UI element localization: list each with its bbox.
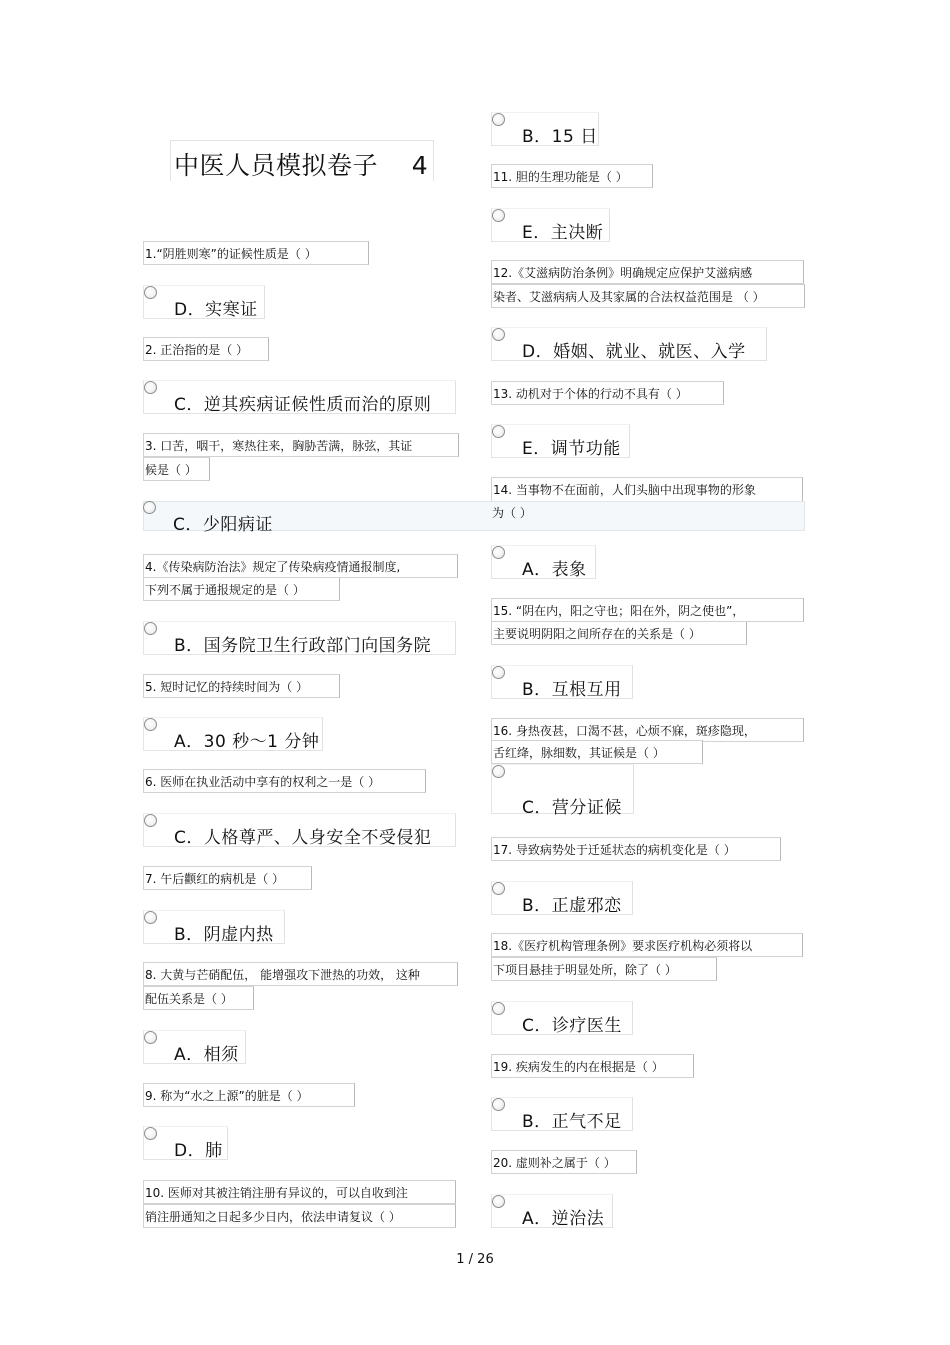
question-9: 9. 称为“水之上源”的脏是（ ）: [143, 1083, 355, 1107]
radio-button-icon[interactable]: [492, 1098, 505, 1111]
question-1: 1.“阴胜则寒”的证候性质是（ ）: [143, 241, 369, 265]
question-13: 13. 动机对于个体的行动不具有（ ）: [491, 381, 724, 405]
answer-label: C．人格尊严、人身安全不受侵犯: [174, 828, 432, 848]
radio-button-icon[interactable]: [143, 501, 156, 514]
answer-option-20[interactable]: [491, 1194, 613, 1228]
question-10-line-2: 销注册通知之日起多少日内，依法申请复议（ ）: [143, 1204, 456, 1228]
question-15-line-1: 15. “阴在内，阳之守也；阳在外，阴之使也”，: [491, 598, 804, 622]
answer-label: B．正气不足: [522, 1112, 622, 1132]
question-5: 5. 短时记忆的持续时间为（ ）: [143, 674, 340, 698]
answer-option-2[interactable]: [143, 380, 456, 414]
answer-option-11[interactable]: [491, 208, 610, 242]
question-12-line-2: 染者、艾滋病病人及其家属的合法权益范围是 （ ）: [491, 284, 805, 308]
answer-option-9[interactable]: [143, 1126, 228, 1160]
radio-button-icon[interactable]: [492, 666, 505, 679]
page-number: 1 / 26: [456, 1252, 494, 1267]
radio-button-icon[interactable]: [492, 113, 505, 126]
radio-button-icon[interactable]: [492, 1002, 505, 1015]
question-17: 17. 导致病势处于迁延状态的病机变化是（ ）: [491, 837, 781, 861]
radio-button-icon[interactable]: [144, 1031, 157, 1044]
radio-button-icon[interactable]: [144, 286, 157, 299]
question-19: 19. 疾病发生的内在根据是（ ）: [491, 1054, 694, 1078]
answer-label: E．调节功能: [522, 439, 621, 459]
answer-label: B．15 日: [522, 127, 598, 147]
answer-label: C．逆其疾病证候性质而治的原则: [174, 395, 432, 415]
question-4-line-2: 下列不属于通报规定的是（ ）: [143, 577, 340, 601]
radio-button-icon[interactable]: [144, 622, 157, 635]
radio-button-icon[interactable]: [492, 328, 505, 341]
question-7: 7. 午后颧红的病机是（ ）: [143, 866, 312, 890]
question-14-line-1: 14. 当事物不在面前，人们头脑中出现事物的形象: [491, 477, 803, 501]
question-12-line-1: 12.《艾滋病防治条例》明确规定应保护艾滋病感: [491, 260, 804, 284]
radio-button-icon[interactable]: [492, 546, 505, 559]
answer-label: C．诊疗医生: [522, 1016, 622, 1036]
answer-option-16[interactable]: [491, 764, 634, 818]
question-11: 11. 胆的生理功能是（ ）: [491, 164, 653, 188]
question-10-line-1: 10. 医师对其被注销注册有异议的，可以自收到注: [143, 1180, 456, 1204]
answer-option-15[interactable]: [491, 665, 633, 699]
question-16-line-2: 舌红绛，脉细数，其证候是（ ）: [491, 740, 703, 764]
answer-label: B．国务院卫生行政部门向国务院: [174, 636, 432, 656]
radio-button-icon[interactable]: [492, 425, 505, 438]
question-3-line-2: 候是（ ）: [143, 457, 210, 481]
radio-button-icon[interactable]: [144, 1127, 157, 1140]
radio-button-icon[interactable]: [492, 1195, 505, 1208]
question-18-line-2: 下项目悬挂于明显处所，除了（ ）: [491, 957, 717, 981]
radio-button-icon[interactable]: [144, 718, 157, 731]
question-15-line-2: 主要说明阴阳之间所存在的关系是（ ）: [491, 621, 747, 645]
answer-label: A．逆治法: [522, 1209, 605, 1229]
answer-label: C．营分证候: [522, 798, 622, 818]
radio-button-icon[interactable]: [144, 814, 157, 827]
page-title: 中医人员模拟卷子 4: [174, 151, 429, 180]
question-16-line-1: 16. 身热夜甚，口渴不甚，心烦不寐，斑疹隐现，: [491, 718, 804, 742]
radio-button-icon[interactable]: [492, 765, 505, 778]
question-4-line-1: 4.《传染病防治法》规定了传染病疫情通报制度,: [143, 554, 458, 578]
radio-button-icon[interactable]: [492, 209, 505, 222]
answer-label: B．阴虚内热: [174, 925, 274, 945]
question-6: 6. 医师在执业活动中享有的权利之一是（ ）: [143, 769, 426, 793]
radio-button-icon[interactable]: [144, 911, 157, 924]
answer-option-8[interactable]: [143, 1030, 246, 1064]
question-8-line-1: 8. 大黄与芒硝配伍， 能增强攻下泄热的功效， 这种: [143, 962, 458, 986]
answer-label: C．少阳病证: [173, 515, 273, 535]
answer-option-3[interactable]: [143, 501, 283, 535]
answer-option-5[interactable]: [143, 717, 323, 751]
answer-label: B．正虚邪恋: [522, 896, 622, 916]
answer-label: A．相须: [174, 1045, 239, 1065]
answer-option-10[interactable]: [491, 112, 599, 146]
answer-label: A．表象: [522, 560, 587, 580]
question-20: 20. 虚则补之属于（ ）: [491, 1150, 637, 1174]
answer-label: B．互根互用: [522, 680, 622, 700]
answer-label: D．婚姻、就业、就医、入学: [522, 342, 746, 362]
answer-label: D．实寒证: [174, 300, 258, 320]
answer-option-12[interactable]: [491, 327, 767, 361]
answer-option-13[interactable]: [491, 424, 630, 458]
question-3-line-1: 3. 口苦，咽干，寒热往来，胸胁苦满，脉弦，其证: [143, 433, 459, 457]
radio-button-icon[interactable]: [144, 381, 157, 394]
answer-option-1[interactable]: [143, 285, 265, 319]
question-2: 2. 正治指的是（ ）: [143, 337, 269, 361]
answer-option-14[interactable]: [491, 545, 596, 579]
answer-option-18[interactable]: [491, 1001, 633, 1035]
answer-label: E．主决断: [522, 223, 604, 243]
question-18-line-1: 18.《医疗机构管理条例》要求医疗机构必须将以: [491, 933, 803, 957]
answer-option-6[interactable]: [143, 813, 456, 847]
answer-option-17[interactable]: [491, 881, 633, 915]
answer-label: A．30 秒～1 分钟: [174, 732, 320, 752]
answer-option-4[interactable]: [143, 621, 456, 655]
question-14-line-2: 为（ ）: [492, 506, 532, 520]
answer-option-19[interactable]: [491, 1097, 633, 1131]
answer-label: D．肺: [174, 1141, 223, 1161]
radio-button-icon[interactable]: [492, 882, 505, 895]
answer-option-7[interactable]: [143, 910, 285, 944]
question-8-line-2: 配伍关系是（ ）: [143, 986, 254, 1010]
